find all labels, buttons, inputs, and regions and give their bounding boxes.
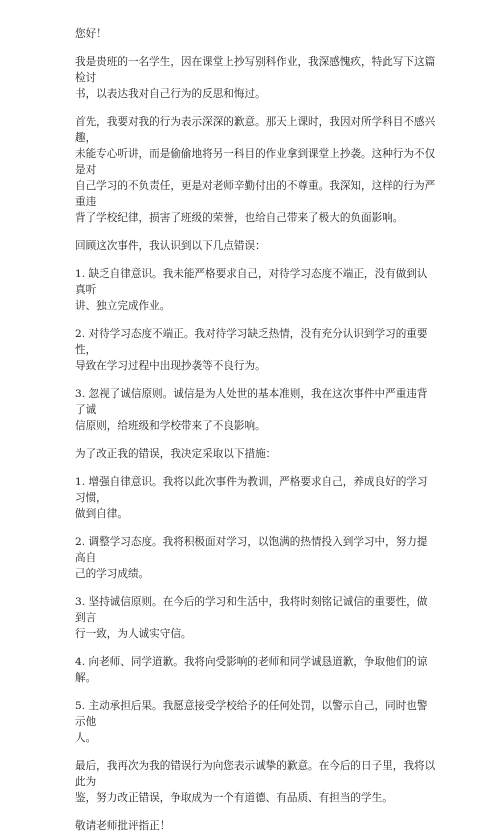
intro-paragraph: 我是贵班的一名学生，因在课堂上抄写别科作业，我深感愧疚，特此写下这篇检讨 书，以表达我对自己行为的反思和悔过。 <box>75 56 436 100</box>
measure-item-3: 3. 坚持诚信原则。在今后的学习和生活中，我将时刻铭记诚信的重要性，做到言 行一致，为人诚实守信。 <box>75 596 428 640</box>
greeting: 您好！ <box>75 28 107 40</box>
mistake-item-3: 3. 忽视了诚信原则。诚信是为人处世的基本准则，我在这次事件中严重违背了诚 信原则，给班级和学校带来了不良影响。 <box>75 388 428 432</box>
document-body <box>75 26 437 834</box>
measure-item-5: 5. 主动承担后果。我愿意接受学校给予的任何处罚，以警示自己，同时也警示他 人。 <box>75 700 428 744</box>
closing-paragraph: 最后，我再次为我的错误行为向您表示诚挚的歉意。在今后的日子里，我将以此为 鉴，努力改正错误，争取成为一个有道德、有品质、有担当的学生。 <box>75 760 436 804</box>
mistake-item-1: 1. 缺乏自律意识。我未能严格要求自己，对待学习态度不端正，没有做到认真听 讲、独立完成作业。 <box>75 268 428 312</box>
measure-item-4: 4. 向老师、同学道歉。我将向受影响的老师和同学诚恳道歉，争取他们的谅解。 <box>75 656 428 684</box>
mistakes-heading: 回顾这次事件，我认识到以下几点错误： <box>75 240 266 252</box>
sign-off: 敬请老师批评指正！ <box>75 820 171 832</box>
measures-heading: 为了改正我的错误，我决定采取以下措施： <box>75 448 277 460</box>
mistake-item-2: 2. 对待学习态度不端正。我对待学习缺乏热情，没有充分认识到学习的重要性， 导致在学习过程中出现抄袭等不良行为。 <box>75 328 428 372</box>
measure-item-2: 2. 调整学习态度。我将积极面对学习，以饱满的热情投入到学习中，努力提高自 己的学习成绩。 <box>75 536 428 580</box>
measure-item-1: 1. 增强自律意识。我将以此次事件为教训，严格要求自己，养成良好的学习习惯， 做到自律。 <box>75 476 428 520</box>
apology-paragraph: 首先，我要对我的行为表示深深的歉意。那天上课时，我因对所学科目不感兴趣， 未能专心听讲，而是偷偷地将另一科目的作业拿到课堂上抄袭。这种行为不仅是对 自己学习的不负责任，更是对老师辛勤付出的不尊重。我深知，这样的行为严重违 背了学校纪律，损害了班级的荣誉，也给自己带来了极大的负面影响。 <box>75 116 436 224</box>
